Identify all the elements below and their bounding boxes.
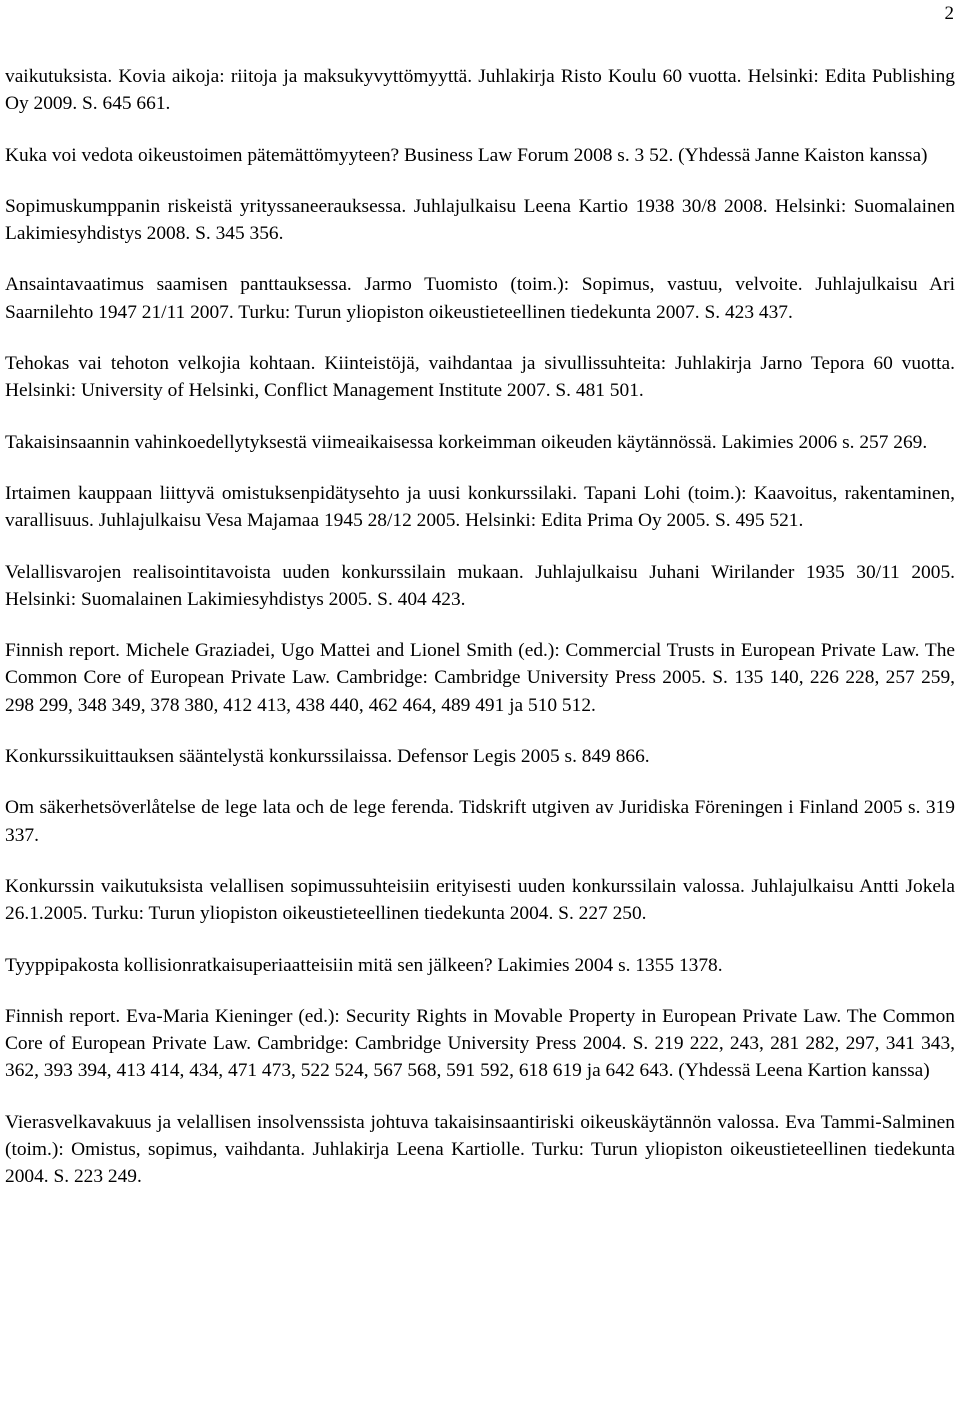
publication-entry: Tehokas vai tehoton velkojia kohtaan. Kiinteistöjä, vaihdantaa ja sivullissuhteita: Juhlakirja Jarno Tepora 60 vuotta. Helsinki: University of Helsinki, Conflict Management Institute 2007. S. 481 501. [5, 353, 955, 402]
publication-entry: Tyyppipakosta kollisionratkaisuperiaatteisiin mitä sen jälkeen? Lakimies 2004 s. 1355 1378. [5, 954, 723, 976]
publication-entry: Vierasvelkavakuus ja velallisen insolvenssista johtuva takaisinsaantiriski oikeuskäytännön valossa. Eva Tammi-Salminen (toim.): Omistus, sopimus, vaihdanta. Juhlakirja Leena Kartiolle. Turku: Turun yliopiston oikeustieteellinen tiedekunta 2004. S. 223 249. [5, 1111, 955, 1188]
publication-entry: Irtaimen kauppaan liittyvä omistuksenpidätysehto ja uusi konkurssilaki. Tapani Lohi (toim.): Kaavoitus, rakentaminen, varallisuus. Juhlajulkaisu Vesa Majamaa 1945 28/12 2005. Helsinki: Edita Prima Oy 2005. S. 495 521. [5, 482, 955, 532]
publication-entry: vaikutuksista. Kovia aikoja: riitoja ja maksukyvyttömyyttä. Juhlakirja Risto Koulu 60 vuotta. Helsinki: Edita Publishing Oy 2009. S. 645 661. [5, 66, 955, 115]
publication-entry: Sopimuskumppanin riskeistä yrityssaneerauksessa. Juhlajulkaisu Leena Kartio 1938 30/8 2008. Helsinki: Suomalainen Lakimiesyhdistys 2008. S. 345 356. [5, 195, 955, 245]
publication-list [5, 63, 955, 1215]
publication-entry: Kuka voi vedota oikeustoimen pätemättömyyteen? Business Law Forum 2008 s. 3 52. (Yhdessä Janne Kaiston kanssa) [5, 144, 928, 166]
publication-entry: Om säkerhetsöverlåtelse de lege lata och de lege ferenda. Tidskrift utgiven av Juridiska Föreningen i Finland 2005 s. 319 337. [5, 797, 955, 846]
publication-entry: Ansaintavaatimus saamisen panttauksessa. Jarmo Tuomisto (toim.): Sopimus, vastuu, velvoite. Juhlajulkaisu Ari Saarnilehto 1947 21/11 2007. Turku: Turun yliopiston oikeustieteellinen tiedekunta 2007. S. 423 437. [5, 274, 955, 323]
publication-entry: Konkurssin vaikutuksista velallisen sopimussuhteisiin erityisesti uuden konkurssilain valossa. Juhlajulkaisu Antti Jokela 26.1.2005. Turku: Turun yliopiston oikeustieteellinen tiedekunta 2004. S. 227 250. [5, 875, 955, 925]
publication-entry: Finnish report. Michele Graziadei, Ugo Mattei and Lionel Smith (ed.): Commercial Trusts in European Private Law. The Common Core of European Private Law. Cambridge: Cambridge University Press 2005. S. 135 140, 226 228, 257 259, 298 299, 348 349, 378 380, 412 413, 438 440, 462 464, 489 491 ja 510 512. [5, 640, 955, 716]
publication-entry: Takaisinsaannin vahinkoedellytyksestä viimeaikaisessa korkeimman oikeuden käytännössä. Lakimies 2006 s. 257 269. [5, 431, 928, 453]
page-number: 2 [944, 3, 954, 24]
publication-entry: Velallisvarojen realisointitavoista uuden konkurssilain mukaan. Juhlajulkaisu Juhani Wirilander 1935 30/11 2005. Helsinki: Suomalainen Lakimiesyhdistys 2005. S. 404 423. [5, 561, 955, 610]
publication-entry: Konkurssikuittauksen sääntelystä konkurssilaissa. Defensor Legis 2005 s. 849 866. [5, 746, 650, 768]
publication-entry: Finnish report. Eva-Maria Kieninger (ed.): Security Rights in Movable Property in European Private Law. The Common Core of European Private Law. Cambridge: Cambridge University Press 2004. S. 219 222, 243, 281 282, 297, 341 343, 362, 393 394, 413 414, 434, 471 473, 522 524, 567 568, 591 592, 618 619 ja 642 643. (Yhdessä Leena Kartion kanssa) [5, 1005, 955, 1082]
